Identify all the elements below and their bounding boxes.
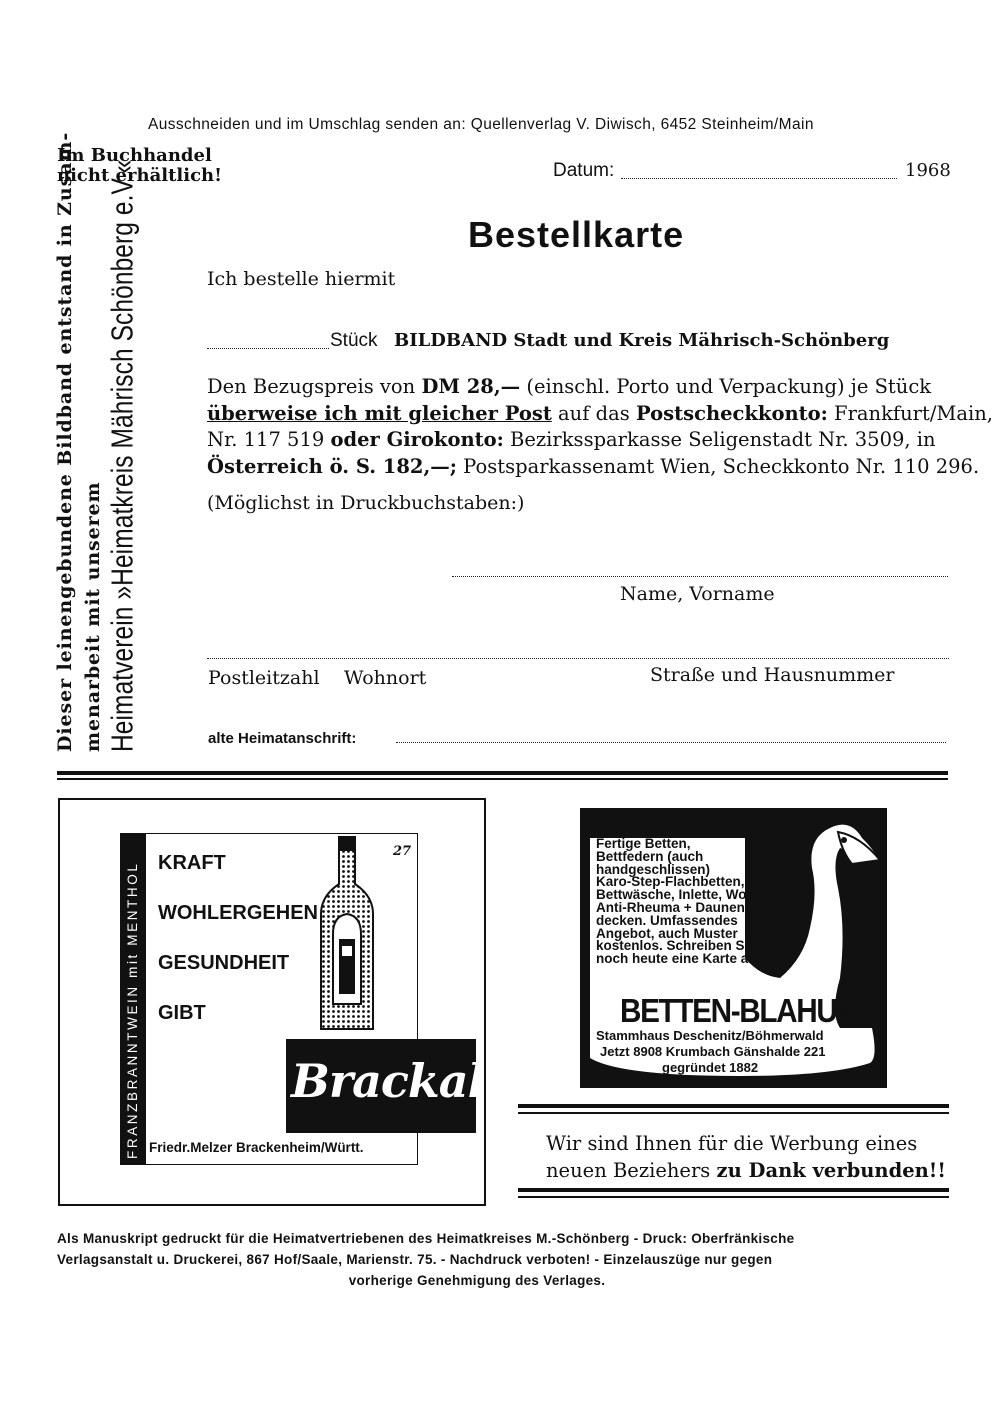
zip-label: Postleitzahl xyxy=(208,667,320,689)
brackal-line-3: GESUNDHEIT xyxy=(158,952,290,974)
bottle-illustration xyxy=(311,834,383,1034)
not-in-stores-line-1: Im Buchhandel xyxy=(57,145,212,166)
quantity-dotted-line xyxy=(207,348,329,349)
blahut-address-2: Jetzt 8908 Krumbach Gänshalde 221 xyxy=(600,1044,826,1059)
thanks-line-1: Wir sind Ihnen für die Werbung eines xyxy=(546,1132,918,1155)
blahut-founded: gegründet 1882 xyxy=(662,1060,759,1075)
payment-line-4: Österreich ö. S. 182,—; Postsparkassenamt Wien, Scheckkonto Nr. 110 296. xyxy=(207,454,980,478)
blahut-ad xyxy=(580,808,887,1088)
payment-line-1: Den Bezugspreis von DM 28,— (einschl. Porto und Verpackung) je Stück xyxy=(207,375,932,398)
print-hint: (Möglichst in Druckbuchstaben:) xyxy=(207,492,525,514)
old-address-dotted-line xyxy=(396,742,946,743)
send-to-instruction: Ausschneiden und im Umschlag senden an: Quellenverlag V. Diwisch, 6452 Steinheim/Main xyxy=(148,116,814,133)
street-label: Straße und Hausnummer xyxy=(650,664,895,686)
blahut-brand: BETTEN-BLAHUT xyxy=(620,992,854,1029)
brackal-side-text: FRANZBRANNTWEIN mit MENTHOL xyxy=(125,861,140,1159)
date-year: 1968 xyxy=(905,160,951,181)
brackal-brand: Brackal xyxy=(291,1054,485,1108)
brackal-ad-inner xyxy=(120,833,485,1165)
payment-line-3: Nr. 117 519 oder Girokonto: Bezirkssparkasse Seligenstadt Nr. 3509, in xyxy=(207,428,936,451)
blahut-line: handgeschlissen) xyxy=(596,861,711,877)
brackal-side-banner xyxy=(121,834,146,1164)
thanks-rule-bottom-thick xyxy=(518,1188,949,1192)
sidebar-line-3: Heimatverein »Heimatkreis Mährisch Schönberg e.V.« xyxy=(106,159,140,752)
product-title: BILDBAND Stadt und Kreis Mährisch-Schönberg xyxy=(394,330,890,351)
brackal-line-1: KRAFT xyxy=(158,852,226,874)
quantity-line[interactable] xyxy=(207,328,927,356)
quantity-suffix: Stück xyxy=(330,330,378,351)
brackal-line-2: WOHLERGEHEN xyxy=(158,902,318,924)
blahut-address-1: Stammhaus Deschenitz/Böhmerwald xyxy=(596,1028,824,1043)
blahut-text xyxy=(596,838,759,966)
brackal-number: 27 xyxy=(393,844,412,859)
blahut-line: Angebot, auch Muster xyxy=(596,925,738,941)
brackal-maker: Friedr.Melzer Brackenheim/Württ. xyxy=(149,1140,364,1155)
thanks-rule-top-thin xyxy=(518,1112,949,1114)
blahut-line: Anti-Rheuma + Daunen- xyxy=(596,899,750,915)
footer-line-1: Als Manuskript gedruckt für die Heimatvertriebenen des Heimatkreises M.-Schönberg - Druck: Oberfränkische xyxy=(57,1231,795,1246)
blahut-line: decken. Umfassendes xyxy=(596,912,738,928)
date-dotted-line xyxy=(621,178,897,179)
not-in-stores-line-2: nicht erhältlich! xyxy=(57,165,223,186)
footer-line-2: Verlagsanstalt u. Druckerei, 867 Hof/Saale, Marienstr. 75. - Nachdruck verboten! - Einzelauszüge nur gegen xyxy=(57,1252,773,1267)
date-label: Datum: xyxy=(553,160,615,181)
blahut-line: kostenlos. Schreiben Sie xyxy=(596,938,756,954)
name-label: Name, Vorname xyxy=(620,583,775,605)
brackal-ad xyxy=(58,798,486,1206)
blahut-line: noch heute eine Karte an xyxy=(596,951,757,967)
old-address-field[interactable] xyxy=(208,730,950,752)
payment-line-2: überweise ich mit gleicher Post auf das Postscheckkonto: Frankfurt/Main, xyxy=(207,401,993,425)
blahut-line: Bettwäsche, Inlette, Woll- xyxy=(596,887,759,903)
brackal-line-4: GIBT xyxy=(158,1002,206,1024)
footer-line-3: vorherige Genehmigung des Verlages. xyxy=(348,1273,606,1288)
address-dotted-line xyxy=(207,658,949,659)
footer-imprint xyxy=(57,1228,937,1291)
form-title: Bestellkarte xyxy=(468,214,685,255)
sidebar-line-1: Dieser leinengebundene Bildband entstand in Zusam- xyxy=(54,131,76,752)
thanks-rule-top-thick xyxy=(518,1104,949,1108)
thanks-message xyxy=(546,1130,946,1184)
cut-line-thin xyxy=(57,778,948,780)
blahut-line: Bettfedern (auch xyxy=(596,848,704,864)
thanks-rule-bottom-thin xyxy=(518,1196,949,1198)
blahut-line: Karo-Step-Flachbetten, xyxy=(596,874,745,890)
sidebar-line-2: menarbeit mit unserem xyxy=(82,481,104,752)
name-dotted-line xyxy=(452,576,948,577)
date-field[interactable] xyxy=(553,160,951,186)
thanks-line-2: neuen Beziehers zu Dank verbunden!! xyxy=(546,1159,946,1182)
old-address-label: alte Heimatanschrift: xyxy=(208,730,357,747)
blahut-line: Fertige Betten, xyxy=(596,836,691,851)
order-intro: Ich bestelle hiermit xyxy=(207,268,396,290)
cut-line-thick xyxy=(57,771,948,775)
payment-paragraph xyxy=(207,374,993,480)
city-label: Wohnort xyxy=(344,667,427,689)
